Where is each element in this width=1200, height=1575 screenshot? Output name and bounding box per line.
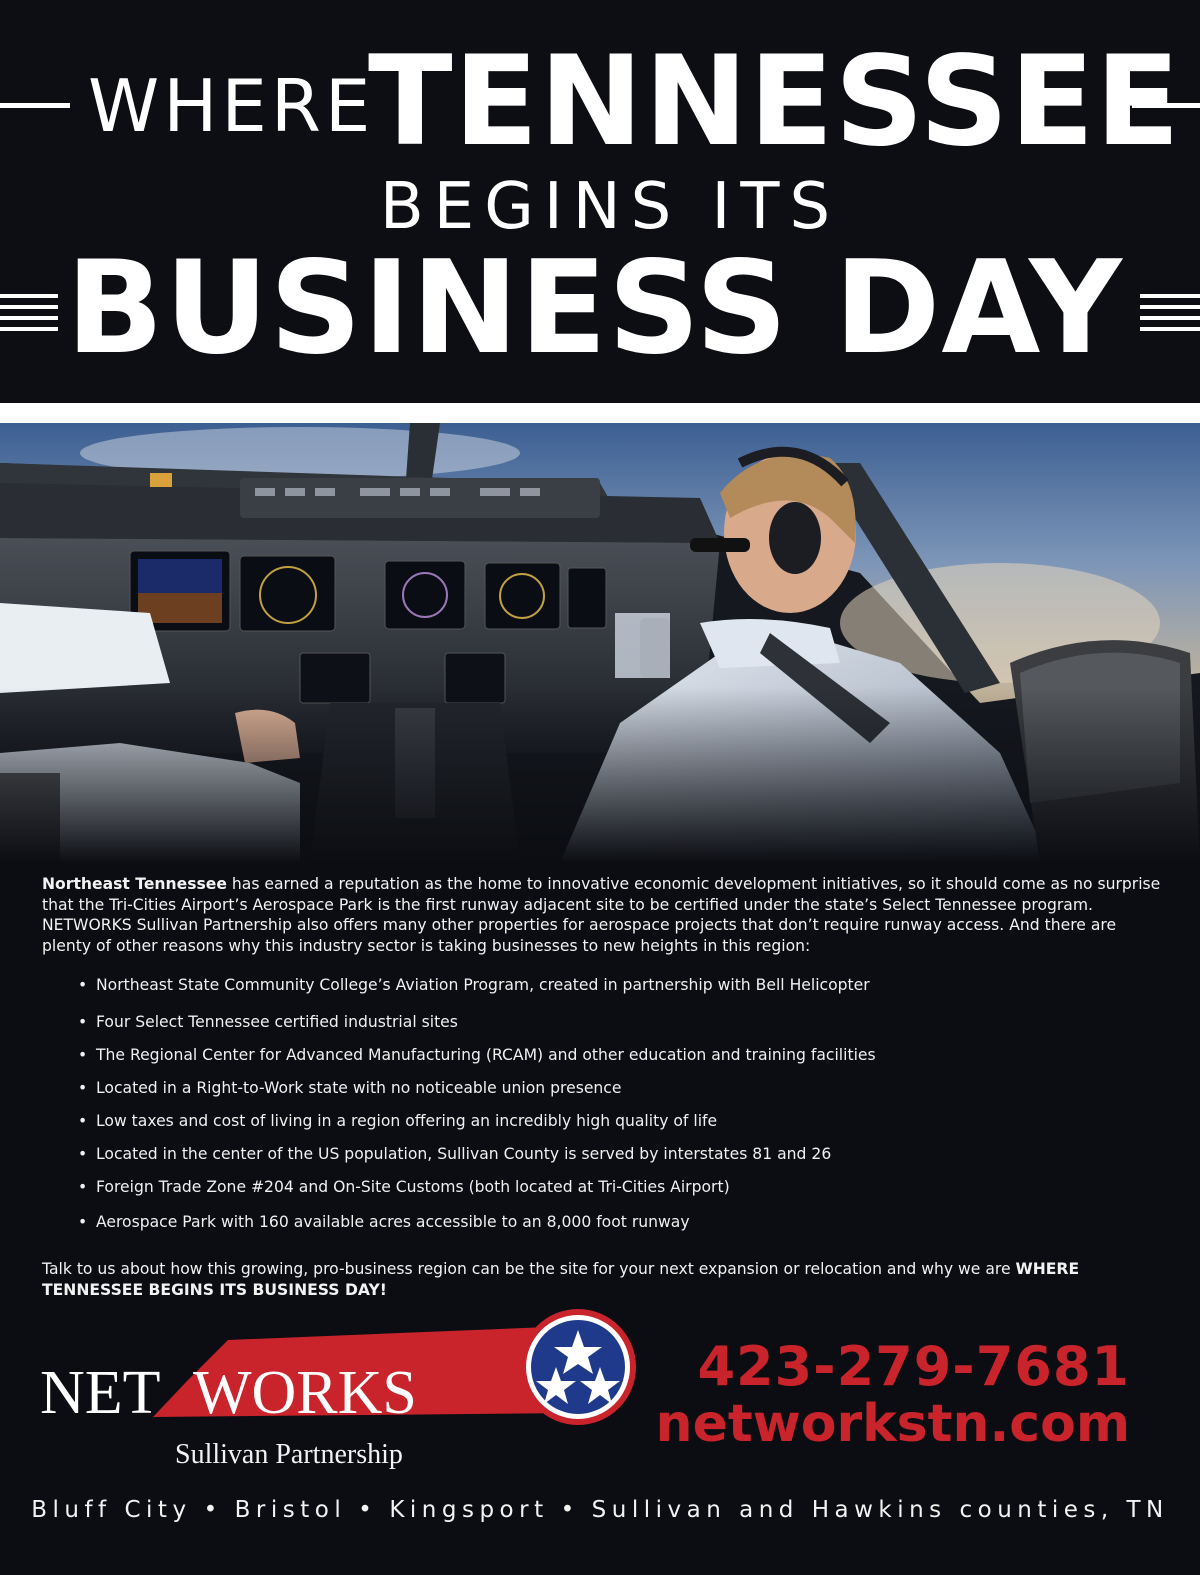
headline-tennessee: TENNESSEE xyxy=(368,30,1182,174)
cockpit-photo xyxy=(0,423,1200,863)
phone-number[interactable]: 423-279-7681 xyxy=(697,1335,1130,1398)
closing-text: Talk to us about how this growing, pro-business region can be the site for your next expansion or relocation and why we are xyxy=(42,1260,1016,1278)
logo-wordmark-net: NET xyxy=(40,1359,161,1427)
headline-stripe-left-4 xyxy=(0,327,58,331)
headline-begins-its: BEGINS ITS xyxy=(379,170,841,244)
benefit-item: • Low taxes and cost of living in a region offering an incredibly high quality of life xyxy=(78,1111,1128,1131)
intro-paragraph xyxy=(42,874,1162,956)
logo-wordmark-works: WORKS xyxy=(193,1359,417,1427)
headline-stripe-right-2 xyxy=(1140,305,1200,309)
headline-banner xyxy=(0,0,1200,403)
headline-stripe-left-3 xyxy=(0,316,58,320)
headline-stripe-right-3 xyxy=(1140,316,1200,320)
closing-bold: WHERE TENNESSEE BEGINS ITS BUSINESS DAY! xyxy=(42,1260,1080,1299)
footer-location: Bluff City xyxy=(31,1497,192,1523)
website-link[interactable]: networkstn.com xyxy=(655,1394,1130,1454)
benefits-list xyxy=(78,975,1128,1232)
benefit-item: • Aerospace Park with 160 available acres accessible to an 8,000 foot runway xyxy=(78,1212,1128,1232)
closing-paragraph xyxy=(42,1259,1162,1301)
benefit-item: • Located in the center of the US population, Sullivan County is served by interstates 81 and 26 xyxy=(78,1144,1128,1164)
headline-business-day: BUSINESS DAY xyxy=(66,234,1123,383)
benefit-item: • The Regional Center for Advanced Manufacturing (RCAM) and other education and training facilities xyxy=(78,1045,1128,1065)
headline-stripe-left-1 xyxy=(0,294,58,298)
benefit-item: • Foreign Trade Zone #204 and On-Site Customs (both located at Tri-Cities Airport) xyxy=(78,1177,1128,1197)
headline-where: WHERE xyxy=(88,64,375,148)
headline-stripe-left-2 xyxy=(0,305,58,309)
footer-location: Kingsport xyxy=(389,1497,549,1523)
footer-separator: • xyxy=(358,1497,378,1523)
footer-location: Bristol xyxy=(234,1497,347,1523)
benefit-item: • Located in a Right-to-Work state with no noticeable union presence xyxy=(78,1078,1128,1098)
benefit-item: • Northeast State Community College’s Aviation Program, created in partnership with Bell Helicopter xyxy=(78,975,1128,995)
benefit-item: • Four Select Tennessee certified industrial sites xyxy=(78,1012,1128,1032)
headline-stripe-right-4 xyxy=(1140,327,1200,331)
intro-bold: Northeast Tennessee xyxy=(42,875,227,893)
footer-locations xyxy=(0,1497,1200,1523)
logo-subtitle: Sullivan Partnership xyxy=(175,1439,403,1470)
footer-separator: • xyxy=(203,1497,223,1523)
networks-logo xyxy=(38,1305,648,1475)
headline-stripe-right-1 xyxy=(1140,294,1200,298)
intro-text: has earned a reputation as the home to innovative economic development initiatives, so it should come as no surprise that the Tri-Cities Airport’s Aerospace Park is the first runway adjacent site to be certified under the state’s Select Tennessee program. NETWORKS Sullivan Partnership also offers many other properties for aerospace projects that don’t require runway access. And there are plenty of other reasons why this industry sector is taking businesses to new heights in this region: xyxy=(42,875,1161,955)
divider-bar xyxy=(0,403,1200,423)
footer-location: Sullivan and Hawkins counties, TN xyxy=(591,1497,1169,1523)
headline-rule-left xyxy=(0,103,70,108)
footer-separator: • xyxy=(560,1497,580,1523)
